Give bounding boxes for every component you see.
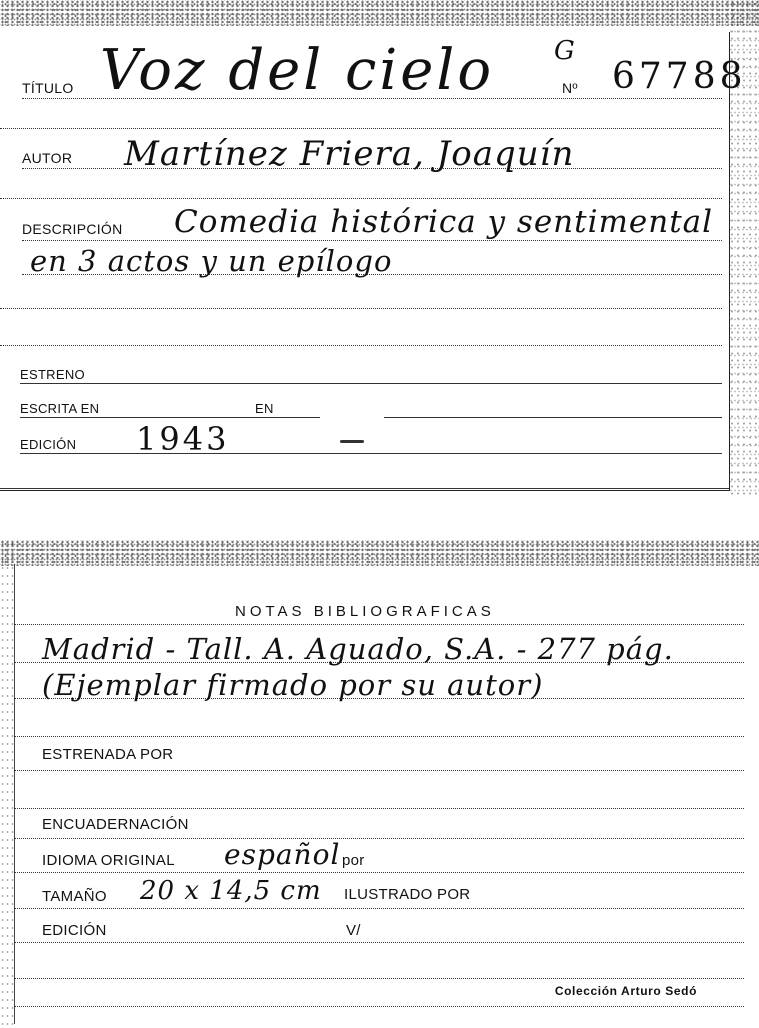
tamano-value: 20 x 14,5 cm: [140, 876, 322, 906]
label-titulo: TÍTULO: [22, 80, 74, 96]
descripcion-line-1: [22, 240, 722, 241]
label-edicion-back: EDICIÓN: [42, 922, 107, 939]
blank-line-1: [0, 308, 722, 309]
autor-value: Martínez Friera, Joaquín: [124, 134, 575, 174]
label-ilustrado-por: ILUSTRADO POR: [344, 886, 471, 903]
tamano-line: [14, 908, 744, 909]
label-en: EN: [255, 401, 274, 416]
titulo-value: Voz del cielo: [100, 38, 495, 103]
blank-line-4: [14, 1006, 744, 1007]
scan-speckle-top: [0, 0, 759, 26]
edicion-back-line: [14, 942, 744, 943]
catalog-card-back: [0, 540, 759, 1028]
label-estreno: ESTRENO: [20, 367, 85, 382]
label-por: por: [342, 852, 365, 869]
label-edicion: EDICIÓN: [20, 437, 77, 452]
notas-heading: NOTAS BIBLIOGRAFICAS: [235, 603, 495, 620]
descripcion-value-2: en 3 actos y un epílogo: [30, 244, 393, 278]
divider-line-1: [0, 128, 722, 129]
blank-line-3: [14, 978, 744, 979]
idioma-value: español: [224, 838, 341, 871]
blank-line-2: [0, 345, 722, 346]
idioma-line: [14, 872, 744, 873]
label-autor: AUTOR: [22, 150, 73, 166]
escrita-en-line: [20, 417, 320, 418]
label-tamano: TAMAÑO: [42, 888, 107, 905]
estreno-line: [20, 383, 722, 384]
blank-line-1: [14, 736, 744, 737]
collection-credit: Colección Arturo Sedó: [554, 984, 697, 998]
edicion-value: 1943: [136, 420, 230, 458]
label-numero: Nº: [562, 80, 578, 96]
estrenada-por-line: [14, 770, 744, 771]
edicion-line: [20, 453, 722, 454]
catalog-card-front: [0, 0, 759, 495]
notas-line: [14, 624, 744, 625]
en-line: [384, 417, 722, 418]
blank-line-2: [14, 808, 744, 809]
letter-mark: G: [554, 36, 576, 66]
label-escrita-en: ESCRITA EN: [20, 401, 100, 416]
notes-value-2: (Ejemplar firmado por su autor): [42, 668, 544, 702]
label-estrenada-por: ESTRENADA POR: [42, 746, 174, 763]
label-idioma-original: IDIOMA ORIGINAL: [42, 852, 175, 869]
card-bottom-line: [0, 488, 729, 489]
label-v: V/: [346, 922, 361, 939]
ink-smear: [340, 440, 364, 443]
encuadernacion-line: [14, 838, 744, 839]
notes-value-1: Madrid - Tall. A. Aguado, S.A. - 277 pág.: [42, 632, 674, 666]
label-descripcion: DESCRIPCIÓN: [22, 221, 123, 237]
label-encuadernacion: ENCUADERNACIÓN: [42, 816, 189, 833]
divider-line-2: [0, 198, 722, 199]
descripcion-value-1: Comedia histórica y sentimental: [174, 204, 714, 240]
scan-speckle-top: [0, 540, 759, 566]
numero-value: 67788: [612, 56, 747, 97]
